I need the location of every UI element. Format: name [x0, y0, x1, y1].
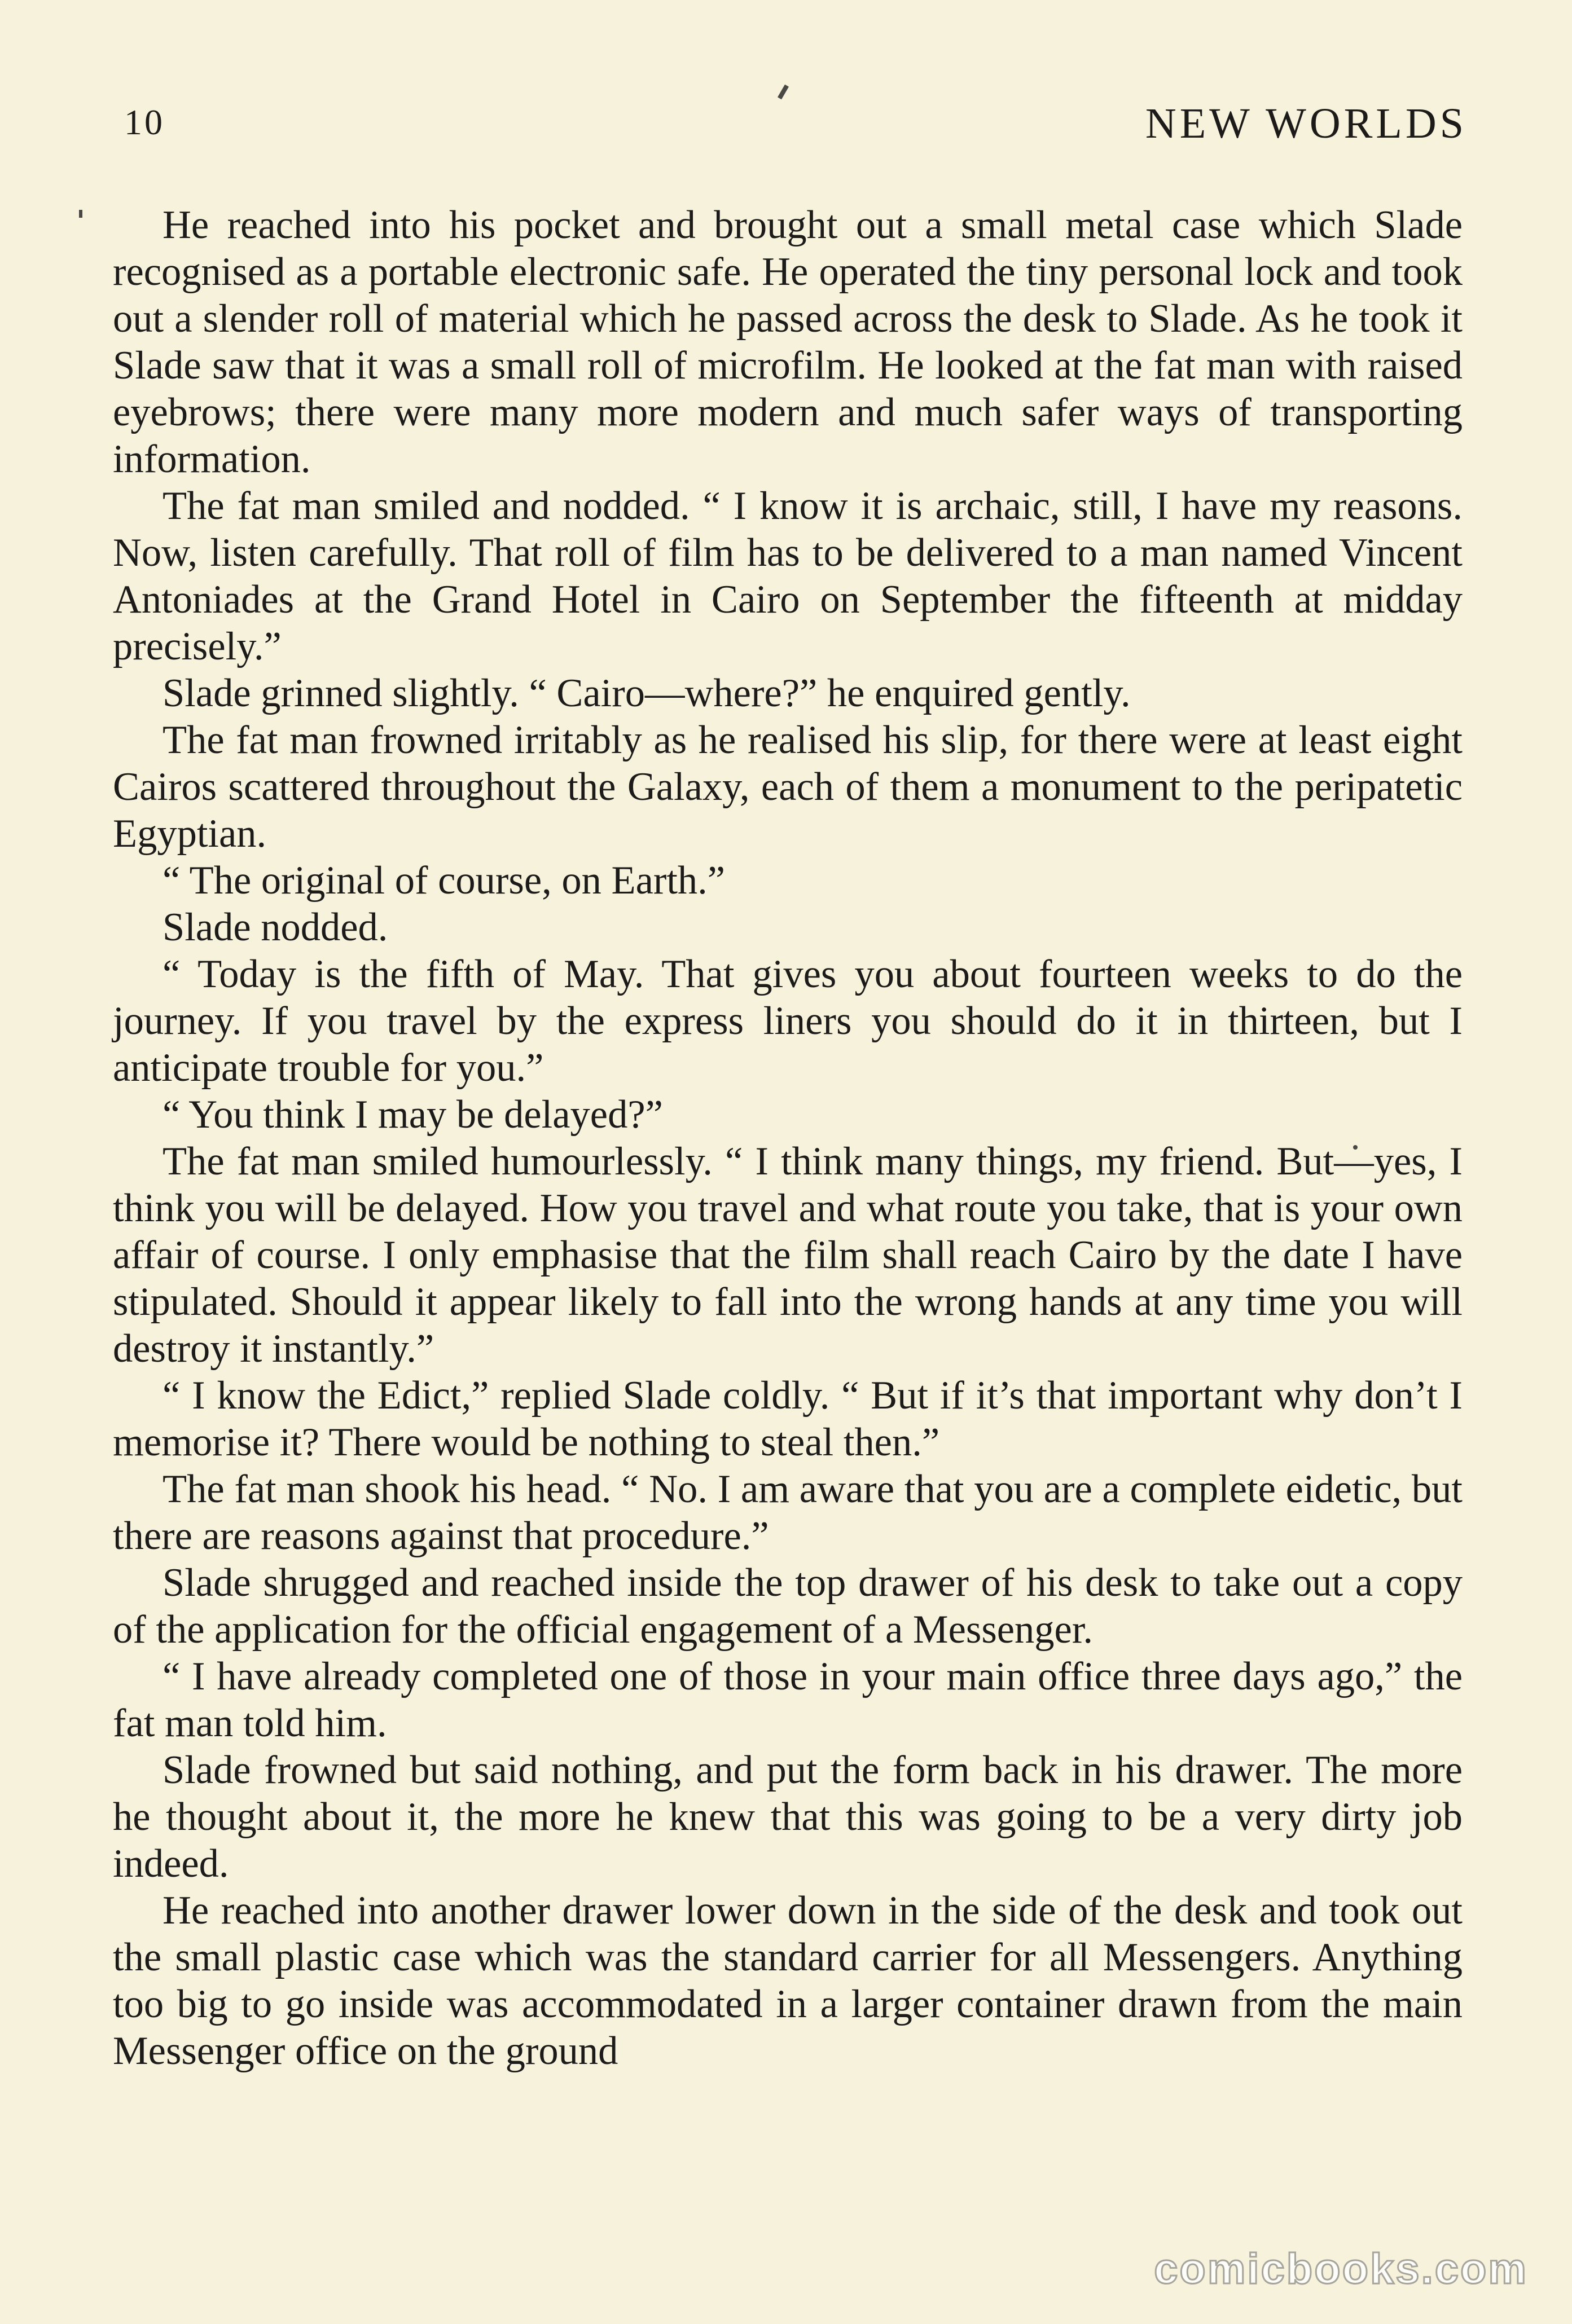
body-text [113, 202, 1463, 2075]
ink-speck [79, 210, 82, 218]
page-number: 10 [124, 102, 165, 142]
paragraph: He reached into his pocket and brought out a small metal case which Slade recognised as a portable electronic safe. He operated the tiny personal lock and took out a slender roll of material which he passed across the desk to Slade. As he took it Slade saw that it was a small roll of microfilm. He looked at the fat man with raised eyebrows; there were many more modern and much safer ways of transporting information. [113, 203, 1463, 481]
paragraph: “ The original of course, on Earth.” [163, 859, 726, 903]
paragraph: Slade nodded. [163, 905, 388, 949]
paragraph: “ I know the Edict,” replied Slade coldly. “ But if it’s that important why don’t I memorise it? There would be nothing to steal then.” [113, 1374, 1463, 1464]
paragraph: The fat man frowned irritably as he realised his slip, for there were at least eight Cairos scattered throughout the Galaxy, each of them a monument to the peripatetic Egyptian. [113, 718, 1463, 856]
paragraph: “ I have already completed one of those in your main office three days ago,” the fat man told him. [113, 1654, 1463, 1745]
running-title: NEW WORLDS [1145, 100, 1467, 147]
paragraph: Slade grinned slightly. “ Cairo—where?” he enquired gently. [163, 671, 1131, 715]
paragraph: “ Today is the fifth of May. That gives you about fourteen weeks to do the journey. If you travel by the express liners you should do it in thirteen, but I anticipate trouble for you.” [113, 952, 1463, 1090]
paragraph: The fat man smiled humourlessly. “ I think many things, my friend. But—yes, I think you will be delayed. How you travel and what route you take, that is your own affair of course. I only emphasise that the film shall reach Cairo by the date I have stipulated. Should it appear likely to fall into the wrong hands at any time you will destroy it instantly.” [113, 1139, 1463, 1371]
paragraph: “ You think I may be delayed?” [163, 1093, 663, 1137]
paragraph: Slade frowned but said nothing, and put the form back in his drawer. The more he thought about it, the more he knew that this was going to be a very dirty job indeed. [113, 1748, 1463, 1886]
paragraph: The fat man shook his head. “ No. I am aware that you are a complete eidetic, but there are reasons against that procedure.” [113, 1467, 1463, 1558]
ink-speck [778, 85, 789, 100]
watermark: comicbooks.com [1154, 2245, 1528, 2293]
paragraph: Slade shrugged and reached inside the top drawer of his desk to take out a copy of the application for the official engagement of a Messenger. [113, 1561, 1463, 1652]
paragraph: The fat man smiled and nodded. “ I know it is archaic, still, I have my reasons. Now, listen carefully. That roll of film has to be delivered to a man named Vincent Antoniades at the Grand Hotel in Cairo on September the fifteenth at midday precisely.” [113, 484, 1463, 668]
paragraph: He reached into another drawer lower down in the side of the desk and took out the small plastic case which was the standard carrier for all Messengers. Anything too big to go inside was accommodated in a larger container drawn from the main Messenger office on the ground [113, 1889, 1463, 2073]
